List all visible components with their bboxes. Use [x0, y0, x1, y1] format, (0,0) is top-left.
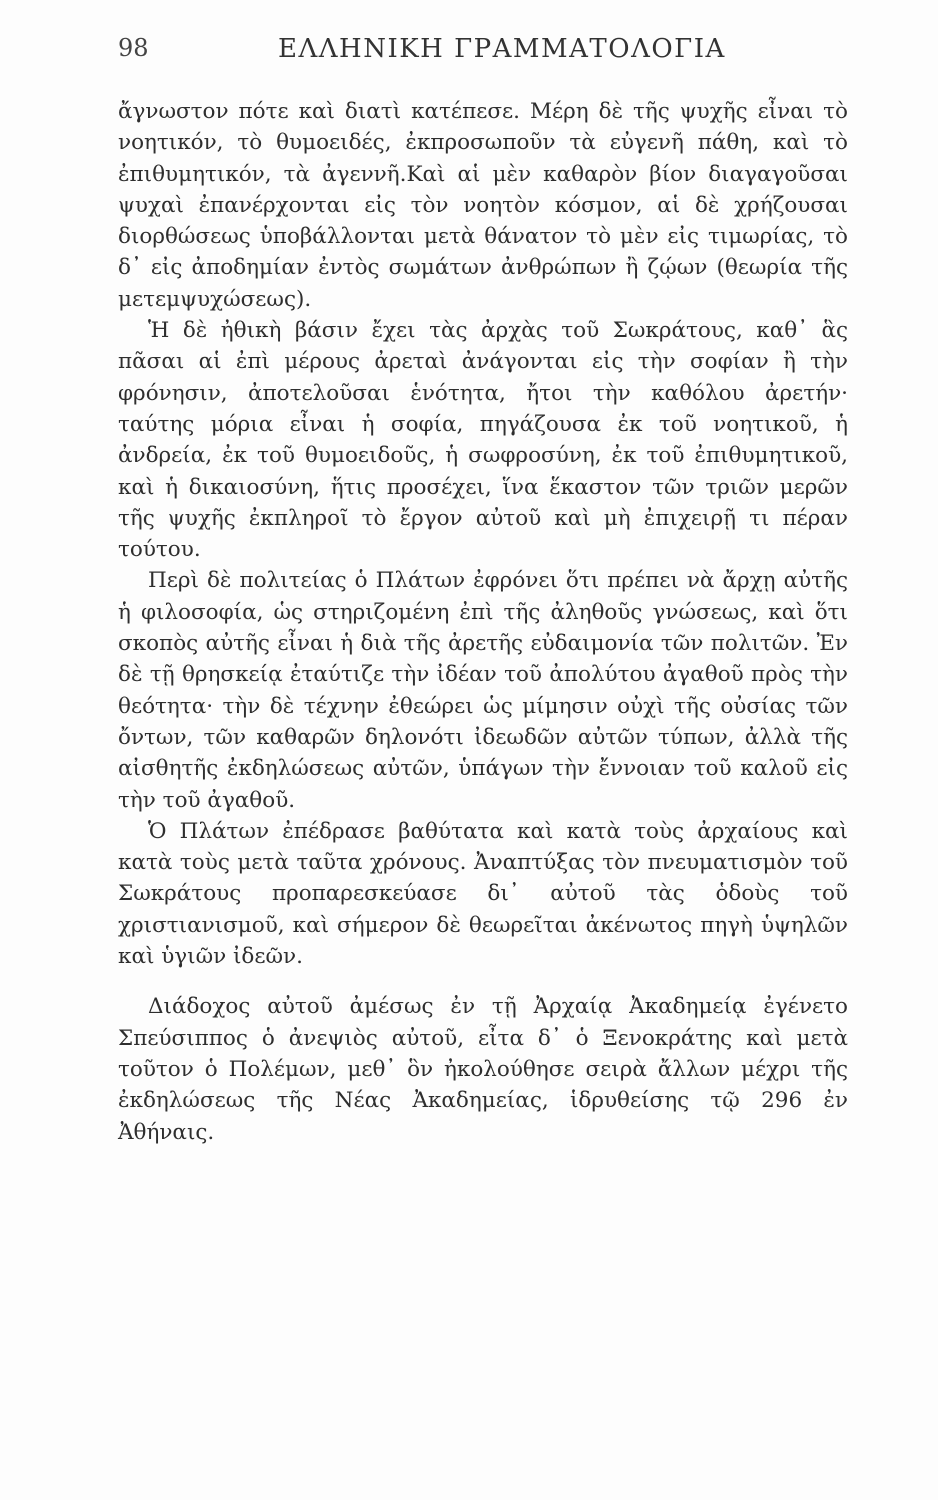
paragraph-influence: Ὁ Πλάτων ἐπέδρασε βαθύτατα καὶ κατὰ τοὺς ἀρχαίους καὶ κατὰ τοὺς μετὰ ταῦτα χρόνους. Ἀναπτύξας τὸν πνευματισμὸν τοῦ Σωκράτους προπαρεσκεύασε δι᾽ αὐτοῦ τὰς ὁδοὺς τοῦ χριστιανισμοῦ, καὶ σήμερον δὲ θεωρεῖται ἀκένωτος πηγὴ ὑψηλῶν καὶ ὑγιῶν ἰδεῶν.	[118, 818, 848, 970]
page-number: 98	[118, 34, 149, 62]
body-text	[118, 96, 848, 1148]
paragraph-successors: Διάδοχος αὐτοῦ ἀμέσως ἐν τῇ Ἀρχαίᾳ Ἀκαδημείᾳ ἐγένετο Σπεύσιππος ὁ ἀνεψιὸς αὐτοῦ, εἶτα δ᾽ ὁ Ξενοκράτης καὶ μετὰ τοῦτον ὁ Πολέμων, μεθ᾽ ὃν ἠκολούθησε σειρὰ ἄλλων μέχρι τῆς ἐκδηλώσεως τῆς Νέας Ἀκαδημείας, ἱδρυθείσης τῷ 296 ἐν Ἀθήναις.	[118, 994, 848, 1145]
paragraph-politics: Περὶ δὲ πολιτείας ὁ Πλάτων ἐφρόνει ὅτι πρέπει νὰ ἄρχῃ αὐτῆς ἡ φιλοσοφία, ὡς στηριζομένη ἐπὶ τῆς ἀληθοῦς γνώσεως, καὶ ὅτι σκοπὸς αὐτῆς εἶναι ἡ διὰ τῆς ἀρετῆς εὐδαιμονία τῶν πολιτῶν. Ἐν δὲ τῇ θρησκείᾳ ἐταύτιζε τὴν ἰδέαν τοῦ ἀπολύτου ἀγαθοῦ πρὸς τὴν θεότητα· τὴν δὲ τέχνην ἐθεώρει ὡς μίμησιν οὐχὶ τῆς οὐσίας τῶν ὄντων, τῶν καθαρῶν δηλονότι ἰδεωδῶν αὐτῶν τύπων, ἀλλὰ τῆς αἰσθητῆς ἐκδηλώσεως αὐτῶν, ὑπάγων τὴν ἔννοιαν τοῦ καλοῦ εἰς τὴν τοῦ ἀγαθοῦ.	[118, 568, 848, 813]
paragraph-soul-parts: ἄγνωστον πότε καὶ διατὶ κατέπεσε. Μέρη δὲ τῆς ψυχῆς εἶναι τὸ νοητικόν, τὸ θυμοειδές, ἐκπροσωποῦν τὰ εὐγενῆ πάθη, καὶ τὸ ἐπιθυμητικόν, τὰ ἀγεννῆ.Καὶ αἱ μὲν καθαρὸν βίον διαγαγοῦσαι ψυχαὶ ἐπανέρχονται εἰς τὸν νοητὸν κόσμον, αἱ δὲ χρήζουσαι διορθώσεως ὑποβάλλονται μετὰ θάνατον τὸ μὲν εἰς τιμωρίας, τὸ δ᾽ εἰς ἀποδημίαν ἐντὸς σωμάτων ἀνθρώπων ἢ ζῴων (θεωρία τῆς μετεμψυχώσεως).	[118, 99, 848, 312]
running-title: ΕΛΛΗΝΙΚΗ ΓΡΑΜΜΑΤΟΛΟΓΙΑ	[278, 34, 726, 64]
paragraph-ethics: Ἡ δὲ ἠθικὴ βάσιν ἔχει τὰς ἀρχὰς τοῦ Σωκράτους, καθ᾽ ἃς πᾶσαι αἱ ἐπὶ μέρους ἀρεταὶ ἀνάγονται εἰς τὴν σοφίαν ἢ τὴν φρόνησιν, ἀποτελοῦσαι ἑνότητα, ἤτοι τὴν καθόλου ἀρετήν· ταύτης μόρια εἶναι ἡ σοφία, πηγάζουσα ἐκ τοῦ νοητικοῦ, ἡ ἀνδρεία, ἐκ τοῦ θυμοειδοῦς, ἡ σωφροσύνη, ἐκ τοῦ ἐπιθυμητικοῦ, καὶ ἡ δικαιοσύνη, ἥτις προσέχει, ἵνα ἕκαστον τῶν τριῶν μερῶν τῆς ψυχῆς ἐκπληροῖ τὸ ἔργον αὐτοῦ καὶ μὴ ἐπιχειρῇ τι πέραν τούτου.	[118, 318, 848, 563]
page-header	[118, 34, 848, 74]
